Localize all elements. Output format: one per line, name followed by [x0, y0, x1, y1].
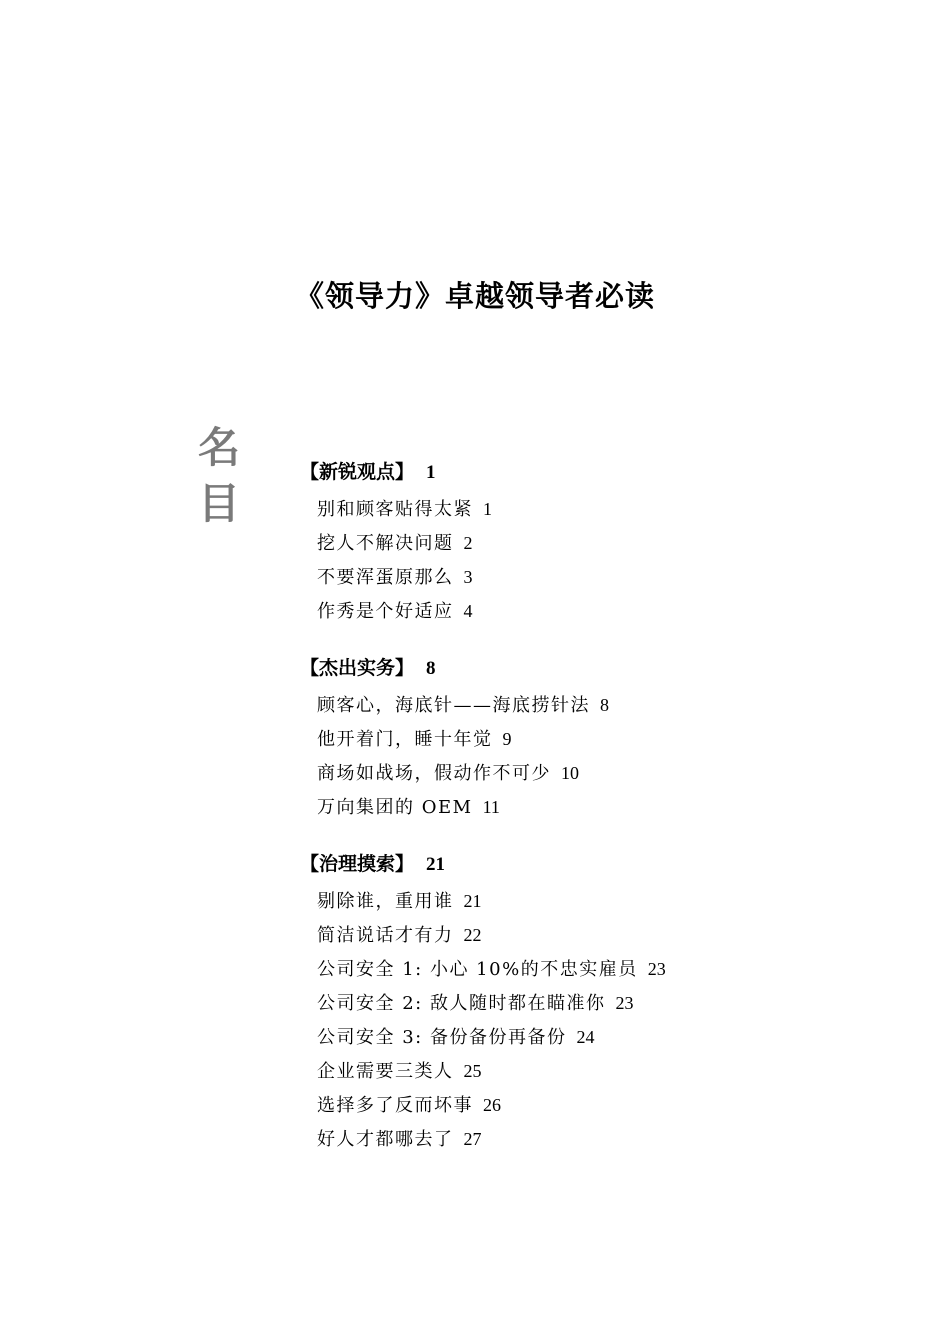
toc-entry-title: 不要浑蛋原那么	[317, 567, 454, 588]
toc-entry[interactable]	[300, 688, 860, 722]
toc-section	[300, 844, 860, 1156]
toc-entry-page: 24	[576, 1027, 595, 1047]
toc-entry-page: 23	[647, 959, 666, 979]
toc-entry-page: 9	[502, 729, 512, 749]
toc-entry-page: 21	[463, 891, 482, 911]
toc-entry[interactable]	[300, 918, 860, 952]
section-heading[interactable]	[300, 648, 860, 688]
toc-entry-title: 顾客心，海底针——海底捞针法	[317, 695, 590, 716]
toc-entry-page: 23	[615, 993, 634, 1013]
toc-entry-page: 27	[463, 1129, 482, 1149]
toc-entry[interactable]	[300, 986, 860, 1020]
toc-entry[interactable]	[300, 526, 860, 560]
toc-entry[interactable]	[300, 1054, 860, 1088]
toc-entry[interactable]	[300, 492, 860, 526]
page-title: 《领导力》卓越领导者必读	[294, 279, 655, 313]
toc-entry-title: 公司安全 2: 敌人随时都在瞄准你	[317, 993, 606, 1014]
toc-entry-title: 别和顾客贴得太紧	[317, 499, 473, 520]
toc-entry[interactable]	[300, 722, 860, 756]
section-heading-label: 【杰出实务】	[300, 657, 415, 679]
toc-entry-title: 选择多了反而坏事	[317, 1095, 473, 1116]
section-page-number: 8	[426, 658, 436, 679]
toc-label-char: 目	[197, 479, 240, 528]
toc-entry-title: 公司安全 1: 小心 10%的不忠实雇员	[317, 959, 638, 980]
toc-entry-page: 10	[561, 763, 579, 783]
section-heading[interactable]	[300, 452, 860, 492]
toc-entry[interactable]	[300, 756, 860, 790]
toc-entry[interactable]	[300, 1020, 860, 1054]
toc-entry-title: 好人才都哪去了	[317, 1129, 454, 1150]
toc-entry-page: 8	[600, 695, 609, 715]
toc-entry[interactable]	[300, 952, 860, 986]
toc-entry-page: 11	[482, 797, 500, 817]
toc-entry-title: 他开着门，睡十年觉	[317, 729, 493, 750]
toc-entry[interactable]	[300, 594, 860, 628]
section-heading-label: 【新锐观点】	[300, 461, 415, 483]
toc-entry-title: 商场如战场，假动作不可少	[317, 763, 551, 784]
toc-entry[interactable]	[300, 560, 860, 594]
toc-entry[interactable]	[300, 1122, 860, 1156]
toc-section	[300, 648, 860, 824]
toc-entry-page: 4	[463, 601, 473, 621]
toc-entry-page: 25	[463, 1061, 482, 1081]
toc-entry-page: 22	[463, 925, 482, 945]
toc-entry[interactable]	[300, 1088, 860, 1122]
section-heading[interactable]	[300, 844, 860, 884]
toc-entry-title: 简洁说话才有力	[317, 925, 454, 946]
toc-entry-page: 26	[483, 1095, 501, 1115]
section-heading-label: 【治理摸索】	[300, 853, 415, 875]
toc-label-char: 名	[197, 423, 240, 472]
table-of-contents	[300, 452, 860, 1176]
toc-entry-title: 挖人不解决问题	[317, 533, 454, 554]
toc-entry[interactable]	[300, 790, 860, 824]
toc-entry[interactable]	[300, 884, 860, 918]
section-page-number: 21	[426, 854, 446, 875]
toc-entry-page: 3	[463, 567, 473, 587]
toc-label	[194, 420, 244, 532]
toc-entry-title: 作秀是个好适应	[317, 601, 454, 622]
toc-entry-title: 公司安全 3: 备份备份再备份	[317, 1027, 567, 1048]
toc-entry-page: 1	[483, 499, 492, 519]
section-page-number: 1	[426, 462, 436, 483]
toc-entry-title: 剔除谁，重用谁	[317, 891, 454, 912]
toc-entry-title: 企业需要三类人	[317, 1061, 454, 1082]
toc-section	[300, 452, 860, 628]
toc-entry-title: 万向集团的 OEM	[317, 797, 473, 818]
toc-entry-page: 2	[463, 533, 473, 553]
